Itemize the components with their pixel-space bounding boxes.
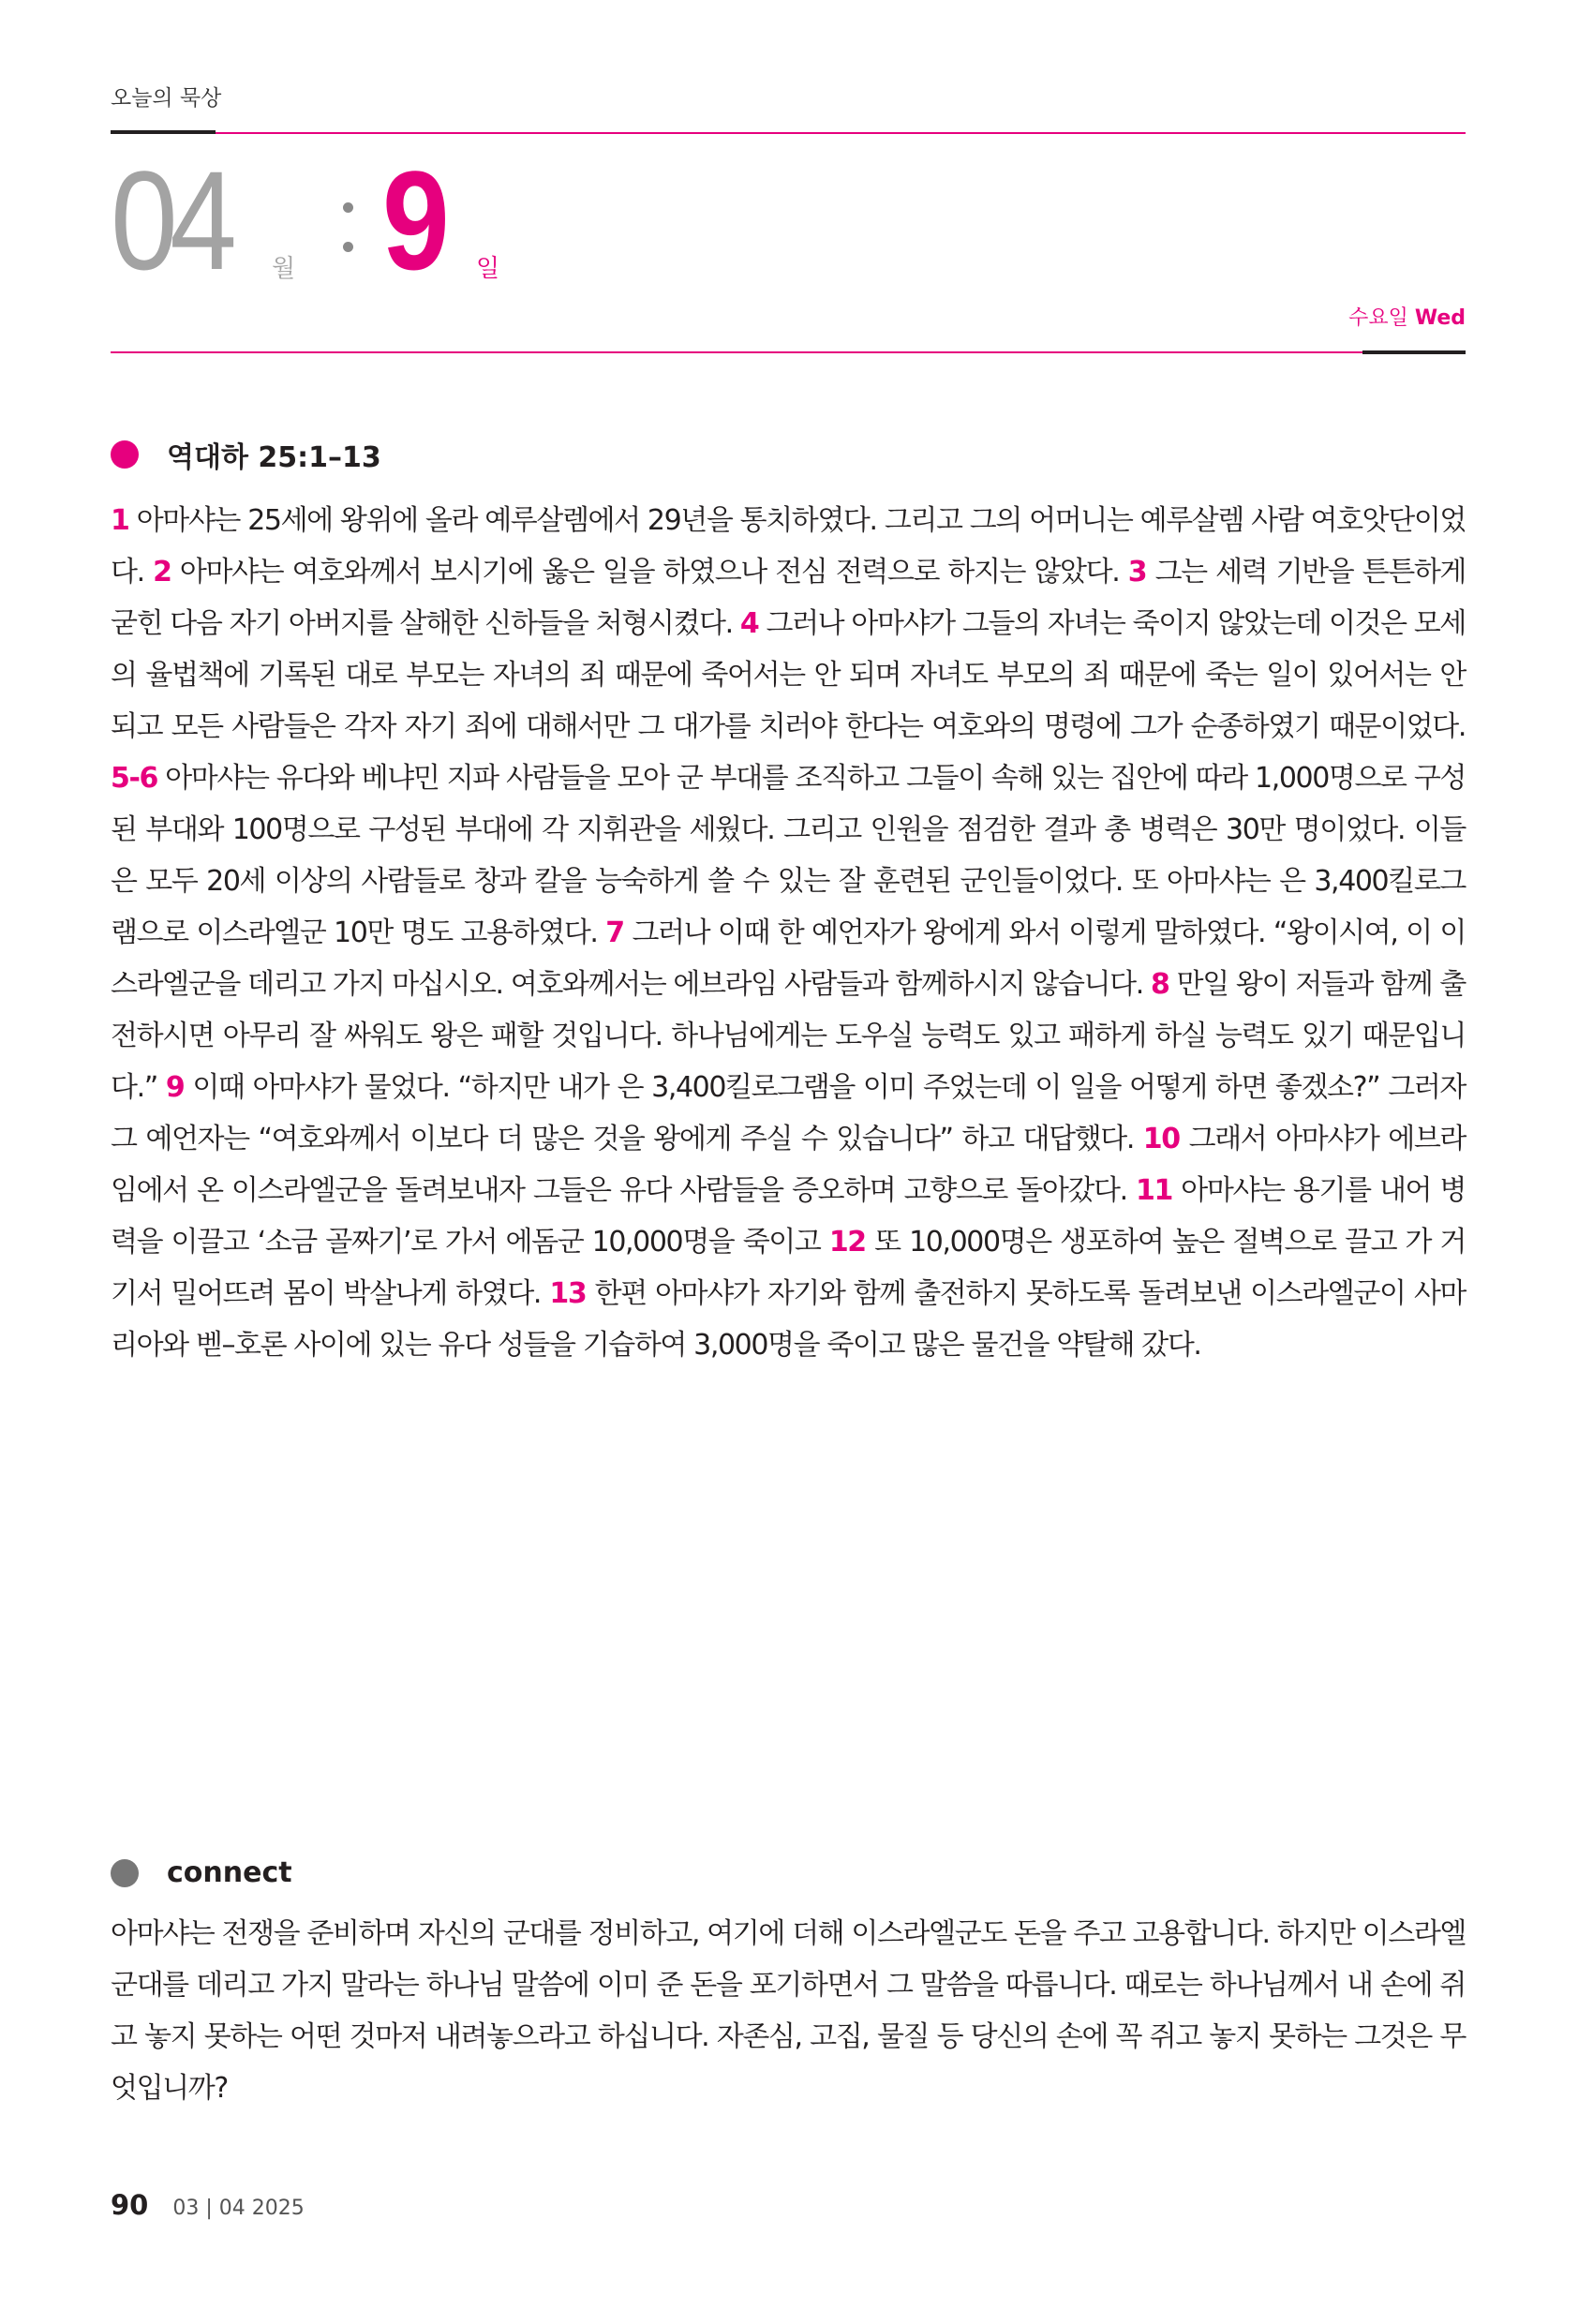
verse-number: 12 — [828, 1226, 866, 1259]
connect-heading — [111, 1856, 292, 1889]
date-rule-pink — [111, 351, 1362, 353]
verse-text: 한편 아마샤가 자기와 함께 출전하지 못하도록 돌려보낸 이스라엘군이 사마리아와 벧–호론 사이에 있는 유다 성들을 기습하여 3,000명을 죽이고 많은 물건을 약탈해 갔다. — [111, 1277, 1466, 1362]
weekday — [1348, 302, 1466, 331]
verse-number: 2 — [153, 556, 171, 588]
weekday-korean: 수요일 — [1348, 306, 1408, 330]
verse-number: 10 — [1142, 1123, 1180, 1155]
verse-number: 13 — [549, 1277, 587, 1310]
day-label: 일 — [476, 255, 500, 283]
verse-number: 11 — [1136, 1174, 1172, 1207]
footer — [111, 2189, 305, 2221]
verse-number: 5-6 — [111, 762, 157, 795]
section-title: 오늘의 묵상 — [111, 86, 222, 111]
gray-bullet-icon — [111, 1859, 139, 1887]
verse-text: 그래서 아마샤가 에브라임에서 온 이스라엘군을 돌려보내자 그들은 유다 사람들을 증오하며 고향으로 돌아갔다. — [111, 1123, 1466, 1207]
verse-text: 그러나 아마샤가 그들의 자녀는 죽이지 않았는데 이것은 모세의 율법책에 기록된 대로 부모는 자녀의 죄 때문에 죽어서는 안 되며 자녀도 부모의 죄 때문에 죽는 일이 있어서는 안 되고 모든 사람들은 각자 자기 죄에 대해서만 그 대가를 치러야 한다는 여호와의 명령에 그가 순종하였기 때문이었다. — [111, 607, 1466, 743]
day-number: 9 — [382, 142, 450, 299]
verse-text: 그러나 이때 한 예언자가 왕에게 와서 이렇게 말하였다. “왕이시여, 이 이스라엘군을 데리고 가지 마십시오. 여호와께서는 에브라임 사람들과 함께하시지 않습니다. — [111, 916, 1466, 1001]
verse-text: 이때 아마샤가 물었다. “하지만 내가 은 3,400킬로그램을 이미 주었는데 이 일을 어떻게 하면 좋겠소?” 그러자 그 예언자는 “여호와께서 이보다 더 많은 것을 왕에게 주실 수 있습니다” 하고 대답했다. — [111, 1071, 1466, 1155]
verse-text: 또 10,000명은 생포하여 높은 절벽으로 끌고 가 거기서 밀어뜨려 몸이 박살나게 하였다. — [111, 1226, 1466, 1310]
connect-title: connect — [167, 1856, 292, 1889]
date-rule-dark — [1362, 350, 1466, 354]
scripture-passage — [111, 495, 1466, 1371]
header-rule-pink — [216, 132, 1466, 134]
connect-paragraph: 아마샤는 전쟁을 준비하며 자신의 군대를 정비하고, 여기에 더해 이스라엘군도 돈을 주고 고용합니다. 하지만 이스라엘 군대를 데리고 가지 말라는 하나님 말씀에 이미 준 돈을 포기하면서 그 말씀을 따릅니다. 때로는 하나님께서 내 손에 쥐고 놓지 못하는 어떤 것마저 내려놓으라고 하십니다. 자존심, 고집, 물질 등 당신의 손에 꼭 쥐고 놓지 못하는 그것은 무엇입니까? — [111, 1917, 1466, 2105]
verse-text: 그는 세력 기반을 튼튼하게 굳힌 다음 자기 아버지를 살해한 신하들을 처형시켰다. — [111, 556, 1466, 640]
verse-text: 만일 왕이 저들과 함께 출전하시면 아무리 잘 싸워도 왕은 패할 것입니다. 하나님에게는 도우실 능력도 있고 패하게 하실 능력도 있기 때문입니다.” — [111, 968, 1466, 1104]
verse-number: 4 — [739, 607, 759, 640]
verse-number: 9 — [165, 1071, 185, 1104]
date-colon-dot — [343, 242, 353, 252]
verse-text: 아마샤는 유다와 베냐민 지파 사람들을 모아 군 부대를 조직하고 그들이 속해 있는 집안에 따라 1,000명으로 구성된 부대와 100명으로 구성된 부대에 각 지휘관을 세웠다. 그리고 인원을 점검한 결과 총 병력은 30만 명이었다. 이들은 모두 20세 이상의 사람들로 창과 칼을 능숙하게 쓸 수 있는 잘 훈련된 군인들이었다. 또 아마샤는 은 3,400킬로그램으로 이스라엘군 10만 명도 고용하였다. — [111, 762, 1466, 949]
verse-text: 아마샤는 25세에 왕위에 올라 예루살렘에서 29년을 통치하였다. 그리고 그의 어머니는 예루살렘 사람 여호앗단이었다. — [111, 504, 1466, 588]
header-rule-dark — [111, 130, 216, 134]
verse-number: 1 — [111, 504, 129, 537]
verse-number: 8 — [1151, 968, 1169, 1001]
verse-text: 아마샤는 여호와께서 보시기에 옳은 일을 하였으나 전심 전력으로 하지는 않았다. — [179, 556, 1120, 588]
verse-number: 3 — [1127, 556, 1147, 588]
verse-number: 7 — [605, 916, 624, 949]
page-number: 90 — [111, 2189, 149, 2221]
scripture-reference: 역대하 25:1–13 — [167, 441, 381, 474]
scripture-heading — [111, 434, 381, 475]
pink-bullet-icon — [111, 440, 139, 469]
weekday-english: Wed — [1414, 306, 1466, 330]
verse-text: 아마샤는 용기를 내어 병력을 이끌고 ‘소금 골짜기’로 가서 에돔군 10,000명을 죽이고 — [111, 1174, 1466, 1259]
date-colon-dot — [343, 202, 353, 213]
month-number: 04 — [111, 142, 230, 299]
month-label: 월 — [272, 255, 296, 283]
issue-date: 03 | 04 2025 — [172, 2197, 305, 2220]
